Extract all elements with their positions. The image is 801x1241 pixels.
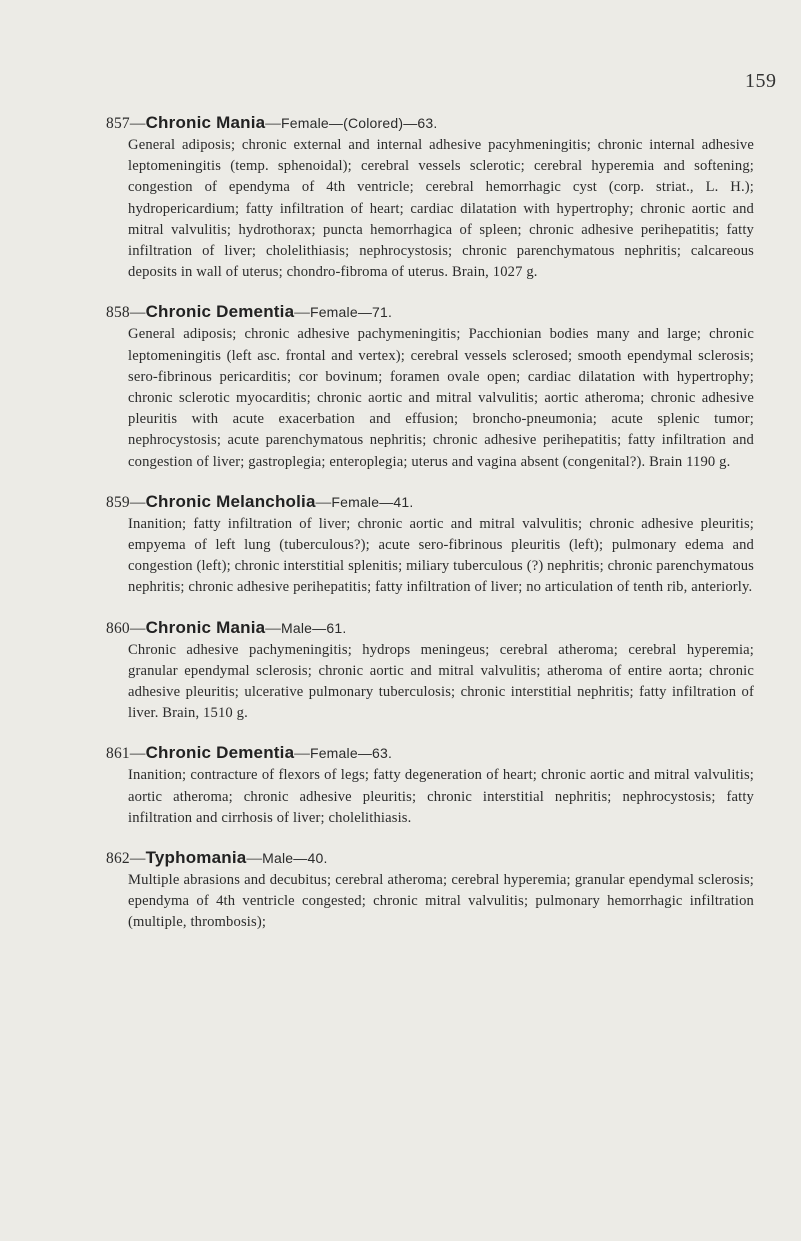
entry-number: 862 [106, 850, 130, 868]
entry-heading: 859—Chronic Melancholia—Female—41. [106, 491, 414, 511]
entry-number: 857 [106, 115, 130, 132]
case-entry-857 [0, 112, 801, 283]
entry-heading: 858—Chronic Dementia—Female—71. [106, 302, 393, 322]
entry-title: Chronic Dementia [145, 302, 295, 322]
entry-text: Chronic adhesive pachymeningitis; hydrops meningeus; cerebral atheroma; cerebral hyperemia; granular ependymal sclerosis; chronic aortic and mitral valvulitis; atheroma of entire aorta; chronic adhesive pleuritis; ulcerative pulmonary tuberculosis; chronic interstitial nephritis; fatty infiltration of liver. Brain, 1510 g. [128, 641, 754, 722]
entry-meta: Female—(Colored)—63. [281, 115, 438, 131]
entry-text: Inanition; contracture of flexors of legs; fatty degeneration of heart; chronic aortic and mitral valvulitis; aortic atheroma; chronic adhesive pleuritis; chronic interstitial nephritis; nephrocystosis; fatty infiltration and cirrhosis of liver; cholelithiasis. [128, 767, 754, 826]
entry-title: Chronic Dementia [145, 743, 295, 763]
entry-meta: Female—71. [309, 304, 393, 321]
entry-number: 861 [106, 745, 130, 763]
case-entry-860 [0, 617, 801, 725]
page-number: 159 [745, 70, 777, 92]
entry-number: 859 [106, 493, 130, 511]
entry-meta: Male—40. [262, 850, 328, 867]
entry-title: Typhomania [145, 848, 247, 868]
case-entry-858 [0, 301, 801, 472]
case-entries [0, 112, 801, 952]
entry-heading: 860—Chronic Mania—Male—61. [106, 617, 347, 637]
entry-heading: 857—Chronic Mania—Female—(Colored)—63. [106, 113, 438, 132]
entry-text: General adiposis; chronic external and internal adhesive pacyhmeningitis; chronic internal adhesive leptomeningitis (temp. sphenoidal); cerebral vessels sclerotic; cerebral hyperemia and softening; congestion of ependyma of 4th ventricle; cerebral hemorrhagic cyst (corp. striat., L. H.); hydropericardium; fatty infiltration of heart; cardiac dilatation with hypertrophy; chronic aortic and mitral valvulitis; hydrothorax; puncta hemorrhagica of spleen; chronic adhesive perihepatitis; fatty infiltration of liver; cholelithiasis; nephrocystosis; chronic parenchymatous nephritis; calcareous deposits in wall of uterus; chondro-fibroma of uterus. Brain, 1027 g. [128, 137, 754, 281]
entry-heading: 862—Typhomania—Male—40. [106, 848, 328, 868]
entry-text: Inanition; fatty infiltration of liver; chronic aortic and mitral valvulitis; chronic adhesive pleuritis; empyema of left lung (tuberculous?); acute sero-fibrinous pleuritis (left); pulmonary edema and congestion (left); chronic interstitial splenitis; miliary tuberculous (?) nephritis; chronic parenchymatous nephritis; chronic adhesive perihepatitis; fatty infiltration of liver; no articulation of tenth rib, anteriorly. [128, 515, 754, 596]
entry-meta: Female—41. [331, 493, 414, 510]
case-entry-862 [0, 847, 801, 934]
entry-heading: 861—Chronic Dementia—Female—63. [106, 743, 393, 763]
entry-number: 860 [106, 619, 130, 637]
entry-meta: Female—63. [309, 745, 393, 762]
case-entry-861 [0, 742, 801, 829]
entry-text: General adiposis; chronic adhesive pachymeningitis; Pacchionian bodies many and large; chronic leptomeningitis (left asc. frontal and vertex); cerebral vessels sclerosed; smooth ependymal sclerosis; sero-fibrinous pericarditis; cor bovinum; foramen ovale open; cardiac dilatation with hypertrophy; chronic sclerotic myocarditis; chronic aortic and mitral valvulitis; aortic atheroma; chronic adhesive pleuritis with acute exacerbation and effusion; broncho-pneumonia; acute splenic tumor; nephrocystosis; acute parenchymatous nephritis; chronic adhesive perihepatitis; fatty infiltration and congestion of liver; gastroplegia; enteroplegia; uterus and vagina absent (congenital?). Brain 1190 g. [128, 326, 754, 470]
entry-number: 858 [106, 304, 130, 322]
case-entry-859 [0, 491, 801, 599]
entry-title: Chronic Melancholia [145, 491, 316, 511]
entry-meta: Male—61. [281, 619, 347, 636]
entry-text: Multiple abrasions and decubitus; cerebral atheroma; cerebral hyperemia; granular ependymal sclerosis; ependyma of 4th ventricle congested; chronic mitral valvulitis; pulmonary hemorrhagic infiltration (multiple, thrombosis); [128, 872, 754, 931]
entry-title: Chronic Mania [145, 113, 266, 132]
entry-title: Chronic Mania [145, 617, 266, 637]
